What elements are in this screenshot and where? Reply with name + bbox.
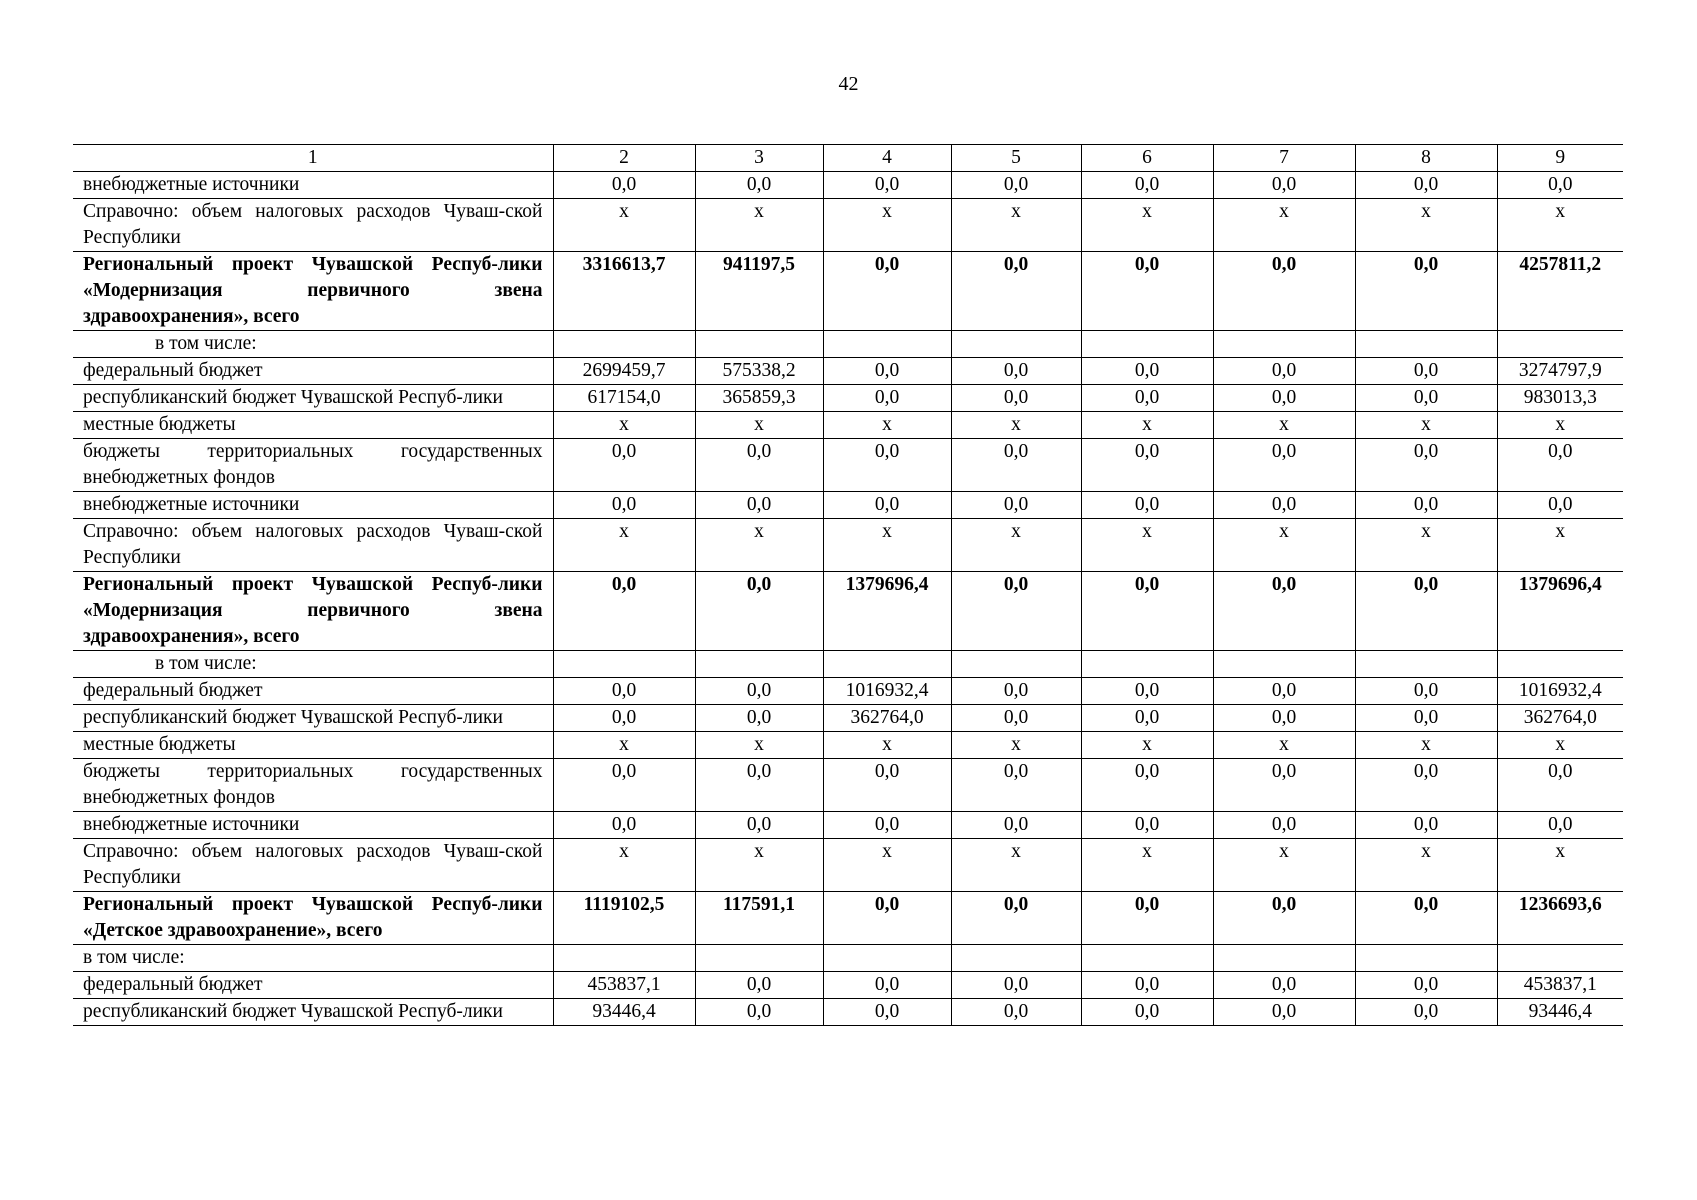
value-cell: 0,0: [823, 812, 951, 839]
value-cell: 0,0: [1355, 892, 1497, 945]
value-cell: [695, 331, 823, 358]
value-cell: 1016932,4: [1497, 678, 1623, 705]
value-cell: x: [553, 412, 695, 439]
value-cell: x: [1213, 412, 1355, 439]
value-cell: x: [695, 519, 823, 572]
value-cell: x: [1213, 839, 1355, 892]
column-number-header: 8: [1355, 145, 1497, 172]
value-cell: 0,0: [1497, 812, 1623, 839]
value-cell: x: [1497, 732, 1623, 759]
row-label: федеральный бюджет: [73, 678, 553, 705]
table-header-row: [73, 145, 1623, 172]
value-cell: 941197,5: [695, 252, 823, 331]
value-cell: 0,0: [823, 999, 951, 1026]
value-cell: 0,0: [1497, 759, 1623, 812]
value-cell: 0,0: [1355, 759, 1497, 812]
value-cell: 0,0: [951, 385, 1081, 412]
value-cell: [695, 651, 823, 678]
table-row: [73, 412, 1623, 439]
value-cell: [1081, 651, 1213, 678]
column-number-header: 6: [1081, 145, 1213, 172]
value-cell: 0,0: [951, 252, 1081, 331]
column-number-header: 3: [695, 145, 823, 172]
table-row: [73, 651, 1623, 678]
value-cell: 453837,1: [553, 972, 695, 999]
value-cell: 0,0: [1213, 172, 1355, 199]
value-cell: 0,0: [823, 759, 951, 812]
table-row: [73, 892, 1623, 945]
value-cell: [1213, 651, 1355, 678]
value-cell: x: [1081, 519, 1213, 572]
column-number-header: 2: [553, 145, 695, 172]
value-cell: 0,0: [695, 972, 823, 999]
value-cell: 0,0: [951, 972, 1081, 999]
value-cell: [553, 331, 695, 358]
value-cell: 0,0: [1213, 999, 1355, 1026]
value-cell: [1355, 331, 1497, 358]
value-cell: x: [951, 732, 1081, 759]
value-cell: 0,0: [1497, 492, 1623, 519]
table-row: [73, 358, 1623, 385]
value-cell: x: [1355, 732, 1497, 759]
column-number-header: 1: [73, 145, 553, 172]
value-cell: [1213, 331, 1355, 358]
value-cell: [553, 945, 695, 972]
table-body: [73, 145, 1623, 1026]
table-row: [73, 199, 1623, 252]
value-cell: 0,0: [1213, 972, 1355, 999]
value-cell: 93446,4: [553, 999, 695, 1026]
value-cell: 0,0: [1213, 358, 1355, 385]
value-cell: [1213, 945, 1355, 972]
value-cell: 0,0: [951, 439, 1081, 492]
row-label: республиканский бюджет Чувашской Респуб-лики: [73, 705, 553, 732]
value-cell: 983013,3: [1497, 385, 1623, 412]
value-cell: 0,0: [1355, 705, 1497, 732]
value-cell: 0,0: [951, 892, 1081, 945]
value-cell: [823, 945, 951, 972]
value-cell: x: [1355, 199, 1497, 252]
value-cell: 0,0: [1213, 492, 1355, 519]
value-cell: [823, 331, 951, 358]
value-cell: x: [553, 839, 695, 892]
value-cell: x: [1213, 519, 1355, 572]
value-cell: 0,0: [1081, 812, 1213, 839]
table-row: [73, 999, 1623, 1026]
value-cell: 362764,0: [823, 705, 951, 732]
row-label: в том числе:: [73, 651, 553, 678]
row-label: республиканский бюджет Чувашской Респуб-лики: [73, 999, 553, 1026]
value-cell: [951, 945, 1081, 972]
value-cell: 0,0: [823, 172, 951, 199]
table-row: [73, 252, 1623, 331]
value-cell: x: [553, 732, 695, 759]
value-cell: 0,0: [553, 492, 695, 519]
value-cell: [553, 651, 695, 678]
row-label: внебюджетные источники: [73, 492, 553, 519]
value-cell: x: [1081, 199, 1213, 252]
value-cell: x: [553, 519, 695, 572]
row-label: Региональный проект Чувашской Респуб-лики «Модернизация первичного звена здравоохранения», всего: [73, 252, 553, 331]
value-cell: 93446,4: [1497, 999, 1623, 1026]
value-cell: 0,0: [695, 759, 823, 812]
row-label: Справочно: объем налоговых расходов Чуваш-ской Республики: [73, 839, 553, 892]
column-number-header: 9: [1497, 145, 1623, 172]
value-cell: x: [1081, 839, 1213, 892]
value-cell: x: [951, 412, 1081, 439]
value-cell: 0,0: [1213, 812, 1355, 839]
value-cell: [1497, 945, 1623, 972]
value-cell: 0,0: [951, 172, 1081, 199]
value-cell: 1379696,4: [1497, 572, 1623, 651]
value-cell: 0,0: [1213, 252, 1355, 331]
table-row: [73, 732, 1623, 759]
value-cell: 0,0: [695, 678, 823, 705]
value-cell: 0,0: [1081, 892, 1213, 945]
table-row: [73, 572, 1623, 651]
value-cell: x: [823, 199, 951, 252]
value-cell: 0,0: [1355, 812, 1497, 839]
value-cell: x: [1355, 412, 1497, 439]
value-cell: 117591,1: [695, 892, 823, 945]
row-label: внебюджетные источники: [73, 812, 553, 839]
value-cell: 4257811,2: [1497, 252, 1623, 331]
row-label: бюджеты территориальных государственных внебюджетных фондов: [73, 759, 553, 812]
value-cell: 0,0: [1081, 385, 1213, 412]
value-cell: [1497, 331, 1623, 358]
value-cell: 0,0: [1213, 892, 1355, 945]
value-cell: x: [553, 199, 695, 252]
value-cell: 0,0: [951, 678, 1081, 705]
value-cell: 0,0: [951, 358, 1081, 385]
value-cell: [951, 651, 1081, 678]
value-cell: 0,0: [1081, 678, 1213, 705]
value-cell: [1355, 945, 1497, 972]
value-cell: x: [695, 199, 823, 252]
value-cell: [1081, 945, 1213, 972]
value-cell: 0,0: [1213, 759, 1355, 812]
row-label: федеральный бюджет: [73, 972, 553, 999]
value-cell: 0,0: [553, 705, 695, 732]
value-cell: 0,0: [1213, 439, 1355, 492]
row-label: бюджеты территориальных государственных внебюджетных фондов: [73, 439, 553, 492]
value-cell: 0,0: [553, 572, 695, 651]
row-label: местные бюджеты: [73, 412, 553, 439]
value-cell: x: [1355, 839, 1497, 892]
value-cell: 0,0: [823, 385, 951, 412]
value-cell: 1016932,4: [823, 678, 951, 705]
value-cell: x: [823, 519, 951, 572]
value-cell: 0,0: [553, 812, 695, 839]
value-cell: 0,0: [553, 172, 695, 199]
value-cell: 0,0: [1081, 705, 1213, 732]
value-cell: x: [823, 412, 951, 439]
value-cell: 0,0: [1081, 439, 1213, 492]
column-number-header: 4: [823, 145, 951, 172]
value-cell: 0,0: [1213, 705, 1355, 732]
value-cell: 0,0: [823, 358, 951, 385]
value-cell: x: [1081, 732, 1213, 759]
value-cell: [823, 651, 951, 678]
value-cell: 0,0: [1081, 172, 1213, 199]
value-cell: 3316613,7: [553, 252, 695, 331]
value-cell: 0,0: [695, 492, 823, 519]
page-number: 42: [838, 73, 859, 95]
table-row: [73, 759, 1623, 812]
value-cell: 0,0: [1355, 999, 1497, 1026]
value-cell: 3274797,9: [1497, 358, 1623, 385]
value-cell: x: [951, 519, 1081, 572]
table-row: [73, 678, 1623, 705]
value-cell: 0,0: [1355, 385, 1497, 412]
column-number-header: 7: [1213, 145, 1355, 172]
value-cell: 0,0: [695, 999, 823, 1026]
value-cell: 0,0: [1081, 358, 1213, 385]
value-cell: 0,0: [1081, 252, 1213, 331]
value-cell: 0,0: [951, 492, 1081, 519]
value-cell: 0,0: [1081, 492, 1213, 519]
value-cell: x: [1497, 199, 1623, 252]
value-cell: 0,0: [1213, 572, 1355, 651]
value-cell: 0,0: [1081, 572, 1213, 651]
row-label: федеральный бюджет: [73, 358, 553, 385]
value-cell: 0,0: [553, 759, 695, 812]
value-cell: 1119102,5: [553, 892, 695, 945]
value-cell: x: [823, 839, 951, 892]
value-cell: 365859,3: [695, 385, 823, 412]
value-cell: 0,0: [553, 439, 695, 492]
row-label: республиканский бюджет Чувашской Респуб-лики: [73, 385, 553, 412]
value-cell: 0,0: [823, 252, 951, 331]
value-cell: 0,0: [951, 812, 1081, 839]
table-row: [73, 972, 1623, 999]
value-cell: 0,0: [1355, 972, 1497, 999]
value-cell: x: [1497, 519, 1623, 572]
value-cell: 0,0: [1497, 172, 1623, 199]
value-cell: 453837,1: [1497, 972, 1623, 999]
value-cell: x: [951, 839, 1081, 892]
table-row: [73, 519, 1623, 572]
value-cell: 575338,2: [695, 358, 823, 385]
table-row: [73, 839, 1623, 892]
value-cell: 0,0: [1213, 385, 1355, 412]
value-cell: x: [1213, 199, 1355, 252]
value-cell: x: [695, 732, 823, 759]
table-row: [73, 172, 1623, 199]
value-cell: x: [823, 732, 951, 759]
value-cell: 0,0: [823, 892, 951, 945]
value-cell: 0,0: [823, 492, 951, 519]
row-label: Справочно: объем налоговых расходов Чуваш-ской Республики: [73, 519, 553, 572]
row-label: в том числе:: [73, 331, 553, 358]
value-cell: 0,0: [1081, 759, 1213, 812]
table-row: [73, 492, 1623, 519]
row-label: Региональный проект Чувашской Респуб-лики «Детское здравоохранение», всего: [73, 892, 553, 945]
value-cell: 0,0: [695, 439, 823, 492]
value-cell: 1236693,6: [1497, 892, 1623, 945]
column-number-header: 5: [951, 145, 1081, 172]
table-row: [73, 385, 1623, 412]
table-row: [73, 812, 1623, 839]
value-cell: [1081, 331, 1213, 358]
value-cell: 0,0: [1213, 678, 1355, 705]
value-cell: x: [1213, 732, 1355, 759]
value-cell: [695, 945, 823, 972]
value-cell: 362764,0: [1497, 705, 1623, 732]
value-cell: 0,0: [1355, 358, 1497, 385]
value-cell: 0,0: [1355, 492, 1497, 519]
value-cell: [1355, 651, 1497, 678]
value-cell: 0,0: [695, 812, 823, 839]
table-row: [73, 439, 1623, 492]
value-cell: 0,0: [951, 759, 1081, 812]
value-cell: 0,0: [1081, 972, 1213, 999]
value-cell: x: [695, 412, 823, 439]
value-cell: 0,0: [1355, 439, 1497, 492]
value-cell: 0,0: [951, 705, 1081, 732]
value-cell: x: [1497, 839, 1623, 892]
value-cell: x: [1081, 412, 1213, 439]
value-cell: 0,0: [695, 705, 823, 732]
table-row: [73, 331, 1623, 358]
value-cell: x: [951, 199, 1081, 252]
value-cell: [1497, 651, 1623, 678]
value-cell: x: [1497, 412, 1623, 439]
value-cell: 0,0: [951, 999, 1081, 1026]
table-row: [73, 705, 1623, 732]
row-label: Справочно: объем налоговых расходов Чуваш-ской Республики: [73, 199, 553, 252]
value-cell: 0,0: [1355, 252, 1497, 331]
value-cell: 0,0: [695, 572, 823, 651]
value-cell: 0,0: [1497, 439, 1623, 492]
value-cell: 0,0: [553, 678, 695, 705]
row-label: местные бюджеты: [73, 732, 553, 759]
budget-table: [73, 144, 1623, 1026]
row-label: Региональный проект Чувашской Респуб-лики «Модернизация первичного звена здравоохранения», всего: [73, 572, 553, 651]
value-cell: 0,0: [1081, 999, 1213, 1026]
row-label: внебюджетные источники: [73, 172, 553, 199]
value-cell: 2699459,7: [553, 358, 695, 385]
value-cell: 0,0: [823, 439, 951, 492]
value-cell: 617154,0: [553, 385, 695, 412]
value-cell: 0,0: [951, 572, 1081, 651]
table-row: [73, 945, 1623, 972]
value-cell: [951, 331, 1081, 358]
value-cell: x: [695, 839, 823, 892]
value-cell: x: [1355, 519, 1497, 572]
value-cell: 1379696,4: [823, 572, 951, 651]
row-label: в том числе:: [73, 945, 553, 972]
value-cell: 0,0: [1355, 678, 1497, 705]
value-cell: 0,0: [823, 972, 951, 999]
value-cell: 0,0: [1355, 172, 1497, 199]
value-cell: 0,0: [1355, 572, 1497, 651]
value-cell: 0,0: [695, 172, 823, 199]
